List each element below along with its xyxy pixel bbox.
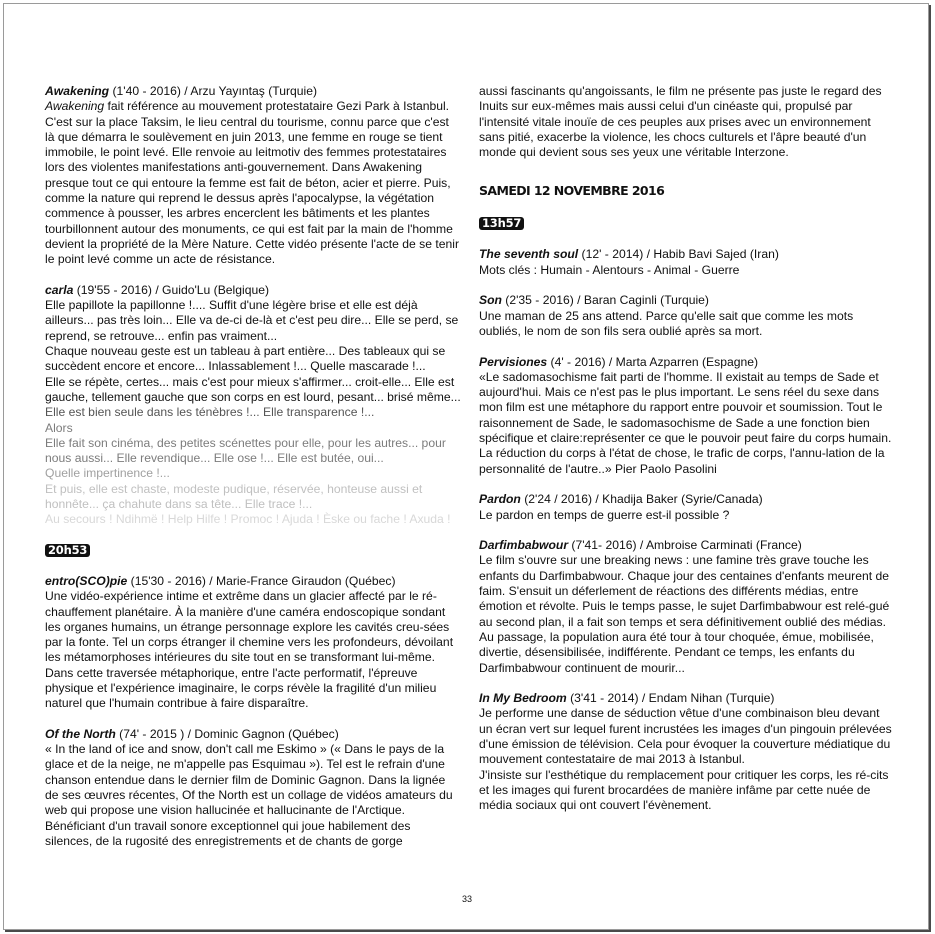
film-meta: (2'24 / 2016) / Khadija Baker (Syrie/Canada) [520, 492, 763, 507]
entry-seventh-soul [479, 247, 895, 278]
entry-of-the-north-continued [479, 84, 895, 160]
film-description: Mots clés : Humain - Alentours - Animal - Guerre [479, 262, 740, 277]
film-description: J'insiste sur l'esthétique du remplacement pour critiquer les corps, les ré-cits et les images qui furent brocardées de manière infâme par cette nuée de média sociaux qui ont couvert l'évènement. [479, 767, 889, 813]
time-badge: 13h57 [479, 217, 524, 230]
entry-in-my-bedroom [479, 691, 895, 813]
film-description: Quelle impertinence !... [45, 466, 170, 481]
film-meta: (3'41 - 2014) / Endam Nihan (Turquie) [566, 691, 775, 706]
film-description: Le film s'ouvre sur une breaking news : une famine très grave touche les enfants du Darfimbabwour. Chaque jour des centaines d'enfants meurent de faim. S'ensuit un déferlement de réactions des différents médias, entre émotion et révolte. Puis le temps passe, le sujet Darfimbabwour est relé-gué au second plan, il a fait son temps et sera définitivement oublié des médias. Au passage, la population aura été tour à tour choquée, émue, mobilisée, divertie, désensibilisée, indifférente. Pendant ce temps, les enfants du Darfimbabwour continuent de mourir... [479, 553, 890, 675]
film-desc-title: Awakening [45, 99, 105, 114]
film-description: fait référence au mouvement protestataire Gezi Park à Istanbul. C'est sur la place Taksim, le lieu central du tourisme, connu parce que c'est là que démarra le soulèvement en juin 2013, une femme en rouge se tient immobile, le point levé. Elle renvoie au leitmotiv des femmes protestataires lors des violentes manifestations anti-gouvernement. Dans Awakening presque tout ce qui entoure la femme est fait de béton, acier et pierre. Puis, comme la nature qui reprend le dessus après l'apocalypse, la végétation commence à pousser, les arbres encerclent les bâtiments et les plantes tourbillonnent autour des monuments, ce qui est fait par la main de l'homme devient la propriété de la Mère Nature. Cette vidéo présente l'acte de se tenir le point levé comme un acte de résistance. [45, 99, 459, 267]
film-meta: (7'41- 2016) / Ambroise Carminati (France) [568, 538, 802, 553]
document-page [3, 3, 929, 930]
film-description: Et puis, elle est chaste, modeste pudique, réservée, honteuse aussi et honnête... ça chahute dans sa tête... Elle trace !... [45, 481, 423, 512]
right-column [479, 84, 895, 829]
entry-pervisiones [479, 355, 895, 477]
film-meta: (19'55 - 2016) / Guido'Lu (Belgique) [73, 282, 269, 297]
film-description: Elle papillote la papillonne !.... Suffit d'une légère brise et elle est déjà ailleurs... pas très loin... Elle va de-ci de-là et c'est peu dire... Elle se perd, se reprend, se retrouve... enfin pas vraiment... [45, 298, 459, 343]
entry-darfimbabwour [479, 538, 895, 676]
left-column [45, 84, 461, 865]
film-meta: (2'35 - 2016) / Baran Caginli (Turquie) [501, 293, 709, 308]
film-meta: (4' - 2016) / Marta Azparren (Espagne) [547, 354, 759, 369]
film-title: carla [45, 282, 74, 297]
film-description: Je performe une danse de séduction vêtue d'une combinaison bleu devant un écran vert sur lequel furent incrustées les images d'un pingouin prélevées d'une émission de télévision. Cela pour évoquer la couverture médiatique du mouvement contestataire de mai 2013 à Istanbul. [479, 706, 892, 767]
time-badge: 20h53 [45, 544, 90, 557]
film-meta: (74' - 2015 ) / Dominic Gagnon (Québec) [115, 726, 339, 741]
entry-carla [45, 283, 461, 528]
film-title: entro(SCO)pie [45, 573, 128, 588]
film-description: Elle fait son cinéma, des petites scénettes pour elle, pour les autres... pour nous aussi... Elle revendique... Elle ose !... Elle est butée, oui... [45, 435, 446, 466]
film-description: Une vidéo-expérience intime et extrême dans un glacier affecté par le ré-chauffement planétaire. À la manière d'une caméra endoscopique sondant les organes humains, un étrange personnage explore les cavités creu-sées par la fonte. Tel un corps étranger il chemine vers les profondeurs, dévoilant les métamorphoses intérieures du site tout en se transformant lui-même. Dans cette traversée métaphorique, entre l'acte performatif, l'épreuve physique et l'expérience imaginaire, le corps révèle la fragilité d'un milieu naturel que l'humain contribue à faire disparaître. [45, 589, 454, 711]
film-meta: (15'30 - 2016) / Marie-France Giraudon (Québec) [127, 573, 396, 588]
film-meta: (12' - 2014) / Habib Bavi Sajed (Iran) [578, 247, 779, 262]
film-title: Pervisiones [479, 354, 548, 369]
film-title: In My Bedroom [479, 691, 567, 706]
film-title: Darfimbabwour [479, 538, 569, 553]
film-title: Son [479, 293, 502, 308]
film-description: Chaque nouveau geste est un tableau à part entière... Des tableaux qui se succèdent encore et encore... Inlassablement !... Quelle mascarade !... [45, 344, 446, 374]
film-meta: (1'40 - 2016) / Arzu Yayıntaş (Turquie) [109, 84, 318, 98]
film-description: Au secours ! Ndihmë ! Help Hilfe ! Promoc ! Ajuda ! Èske ou fache ! Axuda ! [45, 512, 451, 527]
film-title: Awakening [45, 84, 110, 98]
film-description: Une maman de 25 ans attend. Parce qu'elle sait que comme les mots oubliés, le nom de son fils sera oublié après sa mort. [479, 308, 854, 338]
film-description: Alors [45, 420, 73, 435]
entry-pardon [479, 492, 895, 523]
entry-of-the-north [45, 727, 461, 849]
entry-entroscopie [45, 574, 461, 712]
film-title: The seventh soul [479, 247, 579, 262]
film-description: Elle se répète, certes... mais c'est pour mieux s'affirmer... croit-elle... Elle est gauche, tellement gauche que son corps en est lourd, pesant... brisé même... [45, 374, 461, 404]
entry-awakening [45, 84, 461, 268]
film-description: Le pardon en temps de guerre est-il possible ? [479, 507, 730, 522]
film-description: « In the land of ice and snow, don't call me Eskimo » (« Dans le pays de la glace et de la neige, ne m'appelle pas Esquimau »). Tel est le refrain d'une chanson entendue dans le dernier film de Dominic Gagnon. Dans la lignée de ses œuvres récentes, Of the North est un collage de vidéos amateurs du web qui propose une vision hallucinée et hallucinante de l'Arctique. Bénéficiant d'un travail sonore exceptionnel qui joue habilement des silences, de la rugosité des enregistrements et de chants de gorge [45, 742, 453, 848]
film-title: Pardon [479, 492, 521, 507]
film-description: Elle est bien seule dans les ténèbres !... Elle transparence !... [45, 405, 375, 420]
page-number: 33 [461, 894, 472, 904]
film-description: «Le sadomasochisme fait parti de l'homme. Il existait au temps de Sade et aujourd'hui. Mais ce n'est pas le plus important. Le sens réel du sexe dans mon film est une métaphore du rapport entre pouvoir et soumission. Tout le raisonnement de Sade, le sadomasochisme de Sade a une fonction bien spécifique et claire:représenter ce que le pouvoir peut faire du corps humain. La réduction du corps à l'état de chose, le trafic de corps, l'annu-lation de la personnalité de l'autre..» Pier Paolo Pasolini [479, 369, 892, 476]
day-heading: SAMEDI 12 NOVEMBRE 2016 [479, 183, 665, 199]
film-description: aussi fascinants qu'angoissants, le film ne présente pas juste le regard des Inuits sur eux-mêmes mais aussi celui d'un cinéaste qui, propulsé par l'intensité vitale inouïe de ces peuples aux prises avec un environnement sans pitié, exacerbe la violence, les chocs culturels et l'âpre beauté d'un monde qui devient sous ses yeux une véritable Interzone. [479, 84, 882, 160]
film-title: Of the North [45, 726, 116, 741]
entry-son [479, 293, 895, 339]
